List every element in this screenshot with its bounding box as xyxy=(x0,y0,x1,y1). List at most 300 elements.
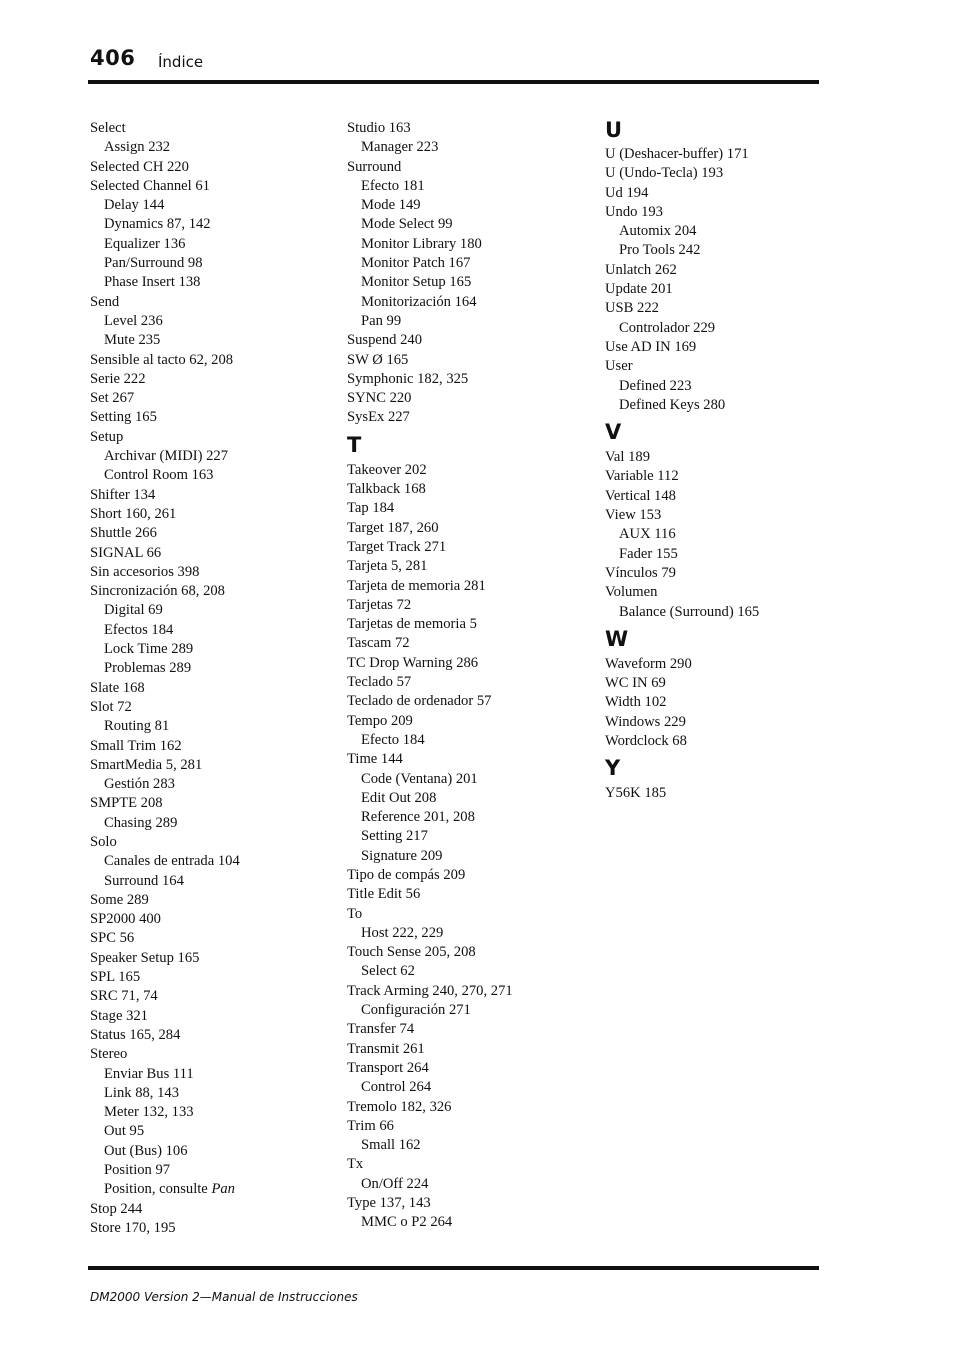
index-entry-text: Enviar Bus 111 xyxy=(104,1065,194,1082)
index-subentry xyxy=(347,138,597,157)
index-letter-heading: U xyxy=(605,118,623,142)
index-subentry xyxy=(90,814,340,833)
index-entry xyxy=(605,693,855,712)
index-entry xyxy=(605,583,855,602)
index-subentry xyxy=(90,312,340,331)
index-entry xyxy=(347,692,597,711)
index-entry-text: SmartMedia 5, 281 xyxy=(90,756,203,773)
index-entry xyxy=(90,389,340,408)
index-subentry xyxy=(90,235,340,254)
index-entry xyxy=(90,505,340,524)
index-entry xyxy=(347,577,597,596)
index-entry-text: Update 201 xyxy=(605,281,673,298)
index-entry xyxy=(347,885,597,904)
index-subentry xyxy=(347,235,597,254)
index-entry-text: Host 222, 229 xyxy=(361,924,444,941)
index-entry-text: Phase Insert 138 xyxy=(104,274,201,291)
index-entry-text: Pan/Surround 98 xyxy=(104,255,203,272)
index-entry-text: U (Undo-Tecla) 193 xyxy=(605,165,724,182)
index-entry xyxy=(605,184,855,203)
index-entry-text: Teclado de ordenador 57 xyxy=(347,693,492,710)
index-entry xyxy=(347,905,597,924)
index-entry-text: Tipo de compás 209 xyxy=(347,866,466,883)
index-entry xyxy=(90,524,340,543)
index-entry-text: MMC o P2 264 xyxy=(361,1214,453,1231)
index-entry-text: User xyxy=(605,358,633,375)
index-subentry xyxy=(90,196,340,215)
index-entry xyxy=(347,1194,597,1213)
index-entry xyxy=(90,1200,340,1219)
index-entry xyxy=(605,280,855,299)
index-entry xyxy=(347,943,597,962)
index-entry-text: Serie 222 xyxy=(90,370,146,387)
index-entry xyxy=(90,910,340,929)
index-entry xyxy=(90,428,340,447)
index-column-2 xyxy=(347,119,597,1233)
index-entry-text: Monitor Setup 165 xyxy=(361,274,472,291)
index-entry-text: Defined Keys 280 xyxy=(619,396,726,413)
index-entry-text: Monitor Patch 167 xyxy=(361,255,471,272)
index-entry xyxy=(90,119,340,138)
index-entry-text: SMPTE 208 xyxy=(90,795,163,812)
index-entry xyxy=(90,794,340,813)
index-subentry xyxy=(90,273,340,292)
index-entry xyxy=(90,408,340,427)
index-entry-text: Time 144 xyxy=(347,751,403,768)
index-subentry xyxy=(347,1001,597,1020)
index-entry xyxy=(605,713,855,732)
index-entry-text: Sensible al tacto 62, 208 xyxy=(90,351,234,368)
index-entry-text: View 153 xyxy=(605,507,662,524)
index-entry-text: Tascam 72 xyxy=(347,635,410,652)
index-entry xyxy=(90,929,340,948)
index-entry-text: Transfer 74 xyxy=(347,1021,415,1038)
index-entry-text: Automix 204 xyxy=(619,223,697,240)
index-entry xyxy=(605,732,855,751)
index-entry-text: Vertical 148 xyxy=(605,487,676,504)
index-entry-text: To xyxy=(347,905,363,922)
index-subentry xyxy=(90,872,340,891)
index-subentry xyxy=(605,603,855,622)
index-entry xyxy=(90,949,340,968)
index-entry-text: Target 187, 260 xyxy=(347,519,439,536)
index-entry-text: Selected CH 220 xyxy=(90,158,189,175)
index-subentry xyxy=(347,273,597,292)
index-subentry xyxy=(90,775,340,794)
index-entry xyxy=(90,370,340,389)
index-entry-text: Mode Select 99 xyxy=(361,216,453,233)
index-entry xyxy=(605,338,855,357)
index-entry-text: Signature 209 xyxy=(361,847,443,864)
index-entry-text: Talkback 168 xyxy=(347,481,426,498)
index-entry-text: Volumen xyxy=(605,584,658,601)
index-entry-text: Tremolo 182, 326 xyxy=(347,1098,452,1115)
index-entry-text: Tarjeta de memoria 281 xyxy=(347,577,486,594)
index-entry-text: Val 189 xyxy=(605,449,650,466)
index-entry xyxy=(605,357,855,376)
index-entry xyxy=(90,1045,340,1064)
index-entry xyxy=(347,982,597,1001)
index-subentry xyxy=(605,241,855,260)
index-entry-text: Y56K 185 xyxy=(605,785,667,802)
index-subentry xyxy=(347,312,597,331)
index-entry-text: Status 165, 284 xyxy=(90,1026,181,1043)
index-entry xyxy=(347,866,597,885)
index-subentry xyxy=(90,621,340,640)
index-entry-text: Mode 149 xyxy=(361,197,421,214)
index-entry xyxy=(347,480,597,499)
index-entry-text: Mute 235 xyxy=(104,332,161,349)
index-entry-text: Undo 193 xyxy=(605,203,663,220)
index-subentry xyxy=(347,808,597,827)
index-entry-text: Tempo 209 xyxy=(347,712,413,729)
index-entry-text: Teclado 57 xyxy=(347,674,412,691)
index-entry-text: Small Trim 162 xyxy=(90,737,182,754)
index-entry-text: Routing 81 xyxy=(104,718,170,735)
index-subentry xyxy=(90,466,340,485)
index-entry xyxy=(90,1026,340,1045)
index-subentry xyxy=(605,545,855,564)
index-entry-text: Delay 144 xyxy=(104,197,165,214)
index-entry xyxy=(605,784,855,803)
index-entry-text: Equalizer 136 xyxy=(104,235,186,252)
index-entry-text: Setup xyxy=(90,428,124,445)
index-entry-text: Tarjeta 5, 281 xyxy=(347,558,428,575)
index-entry-text: Out (Bus) 106 xyxy=(104,1142,188,1159)
index-entry-text: Sin accesorios 398 xyxy=(90,563,200,580)
index-entry-text: Fader 155 xyxy=(619,545,678,562)
index-entry-text: Efectos 184 xyxy=(104,621,174,638)
index-entry xyxy=(347,370,597,389)
index-entry xyxy=(605,655,855,674)
index-subentry xyxy=(347,177,597,196)
index-entry xyxy=(347,673,597,692)
index-entry-text: Select 62 xyxy=(361,963,415,980)
index-subentry xyxy=(90,447,340,466)
index-entry-text: Variable 112 xyxy=(605,468,679,485)
index-entry-text: TC Drop Warning 286 xyxy=(347,654,479,671)
index-entry xyxy=(605,261,855,280)
index-subentry xyxy=(605,222,855,241)
index-subentry xyxy=(347,924,597,943)
index-subentry xyxy=(90,215,340,234)
index-entry xyxy=(347,1098,597,1117)
index-entry xyxy=(90,293,340,312)
index-entry xyxy=(90,582,340,601)
index-entry-text: Takeover 202 xyxy=(347,461,427,478)
index-subentry xyxy=(90,1142,340,1161)
index-entry-text: Stereo xyxy=(90,1046,128,1063)
index-entry-text: Trim 66 xyxy=(347,1117,394,1134)
index-subentry xyxy=(347,847,597,866)
index-entry-text: Vínculos 79 xyxy=(605,564,676,581)
index-entry-text: Set 267 xyxy=(90,390,135,407)
index-entry-text: Suspend 240 xyxy=(347,332,422,349)
page-footer: DM2000 Version 2—Manual de Instrucciones xyxy=(90,1290,358,1304)
index-entry-text: Stop 244 xyxy=(90,1200,143,1217)
index-entry-text: Waveform 290 xyxy=(605,655,692,672)
section-title: Índice xyxy=(158,53,204,71)
index-entry-text: Tarjetas de memoria 5 xyxy=(347,616,477,633)
index-entry xyxy=(347,461,597,480)
index-letter-heading: V xyxy=(605,420,622,445)
index-entry-text: Gestión 283 xyxy=(104,776,175,793)
index-entry-text: Setting 165 xyxy=(90,409,157,426)
index-entry xyxy=(605,164,855,183)
index-entry xyxy=(347,351,597,370)
index-entry xyxy=(90,737,340,756)
index-entry-text: Controlador 229 xyxy=(619,319,716,336)
index-entry-text: Reference 201, 208 xyxy=(361,809,475,826)
index-entry-text: Control Room 163 xyxy=(104,467,214,484)
index-entry xyxy=(605,487,855,506)
index-entry-text: Tarjetas 72 xyxy=(347,596,412,613)
index-entry-text: Problemas 289 xyxy=(104,660,192,677)
index-entry xyxy=(347,750,597,769)
index-entry-text: Track Arming 240, 270, 271 xyxy=(347,982,513,999)
index-entry-text: Defined 223 xyxy=(619,377,692,394)
index-entry xyxy=(90,158,340,177)
header-rule xyxy=(88,80,819,84)
index-entry-text: Meter 132, 133 xyxy=(104,1104,194,1121)
index-entry-text: Edit Out 208 xyxy=(361,789,437,806)
index-entry xyxy=(347,1040,597,1059)
index-entry-text: Control 264 xyxy=(361,1079,432,1096)
index-subentry xyxy=(347,196,597,215)
index-subentry xyxy=(90,331,340,350)
index-subentry xyxy=(347,254,597,273)
index-entry-text: Touch Sense 205, 208 xyxy=(347,944,476,961)
index-entry xyxy=(605,448,855,467)
index-entry-text: Wordclock 68 xyxy=(605,733,687,750)
index-entry-text: Send xyxy=(90,293,120,310)
index-subentry xyxy=(347,770,597,789)
index-subentry xyxy=(90,254,340,273)
index-subentry xyxy=(347,1136,597,1155)
index-entry xyxy=(347,519,597,538)
index-entry-text: Target Track 271 xyxy=(347,538,447,555)
index-entry-text: Select xyxy=(90,120,126,136)
index-entry xyxy=(90,544,340,563)
index-subentry xyxy=(347,827,597,846)
index-subentry xyxy=(90,1103,340,1122)
index-entry-text: Lock Time 289 xyxy=(104,641,194,658)
index-entry-text: Speaker Setup 165 xyxy=(90,949,200,966)
index-entry xyxy=(347,331,597,350)
footer-rule xyxy=(88,1266,819,1270)
index-entry-text: Windows 229 xyxy=(605,713,686,730)
index-entry-text: Digital 69 xyxy=(104,602,163,619)
index-entry xyxy=(90,1007,340,1026)
index-entry xyxy=(347,119,597,138)
index-entry-text: SysEx 227 xyxy=(347,409,410,426)
index-entry-text: WC IN 69 xyxy=(605,675,666,692)
index-subentry xyxy=(347,293,597,312)
index-entry xyxy=(347,615,597,634)
index-subentry xyxy=(347,1175,597,1194)
index-letter-heading: T xyxy=(347,432,362,457)
index-subentry xyxy=(605,525,855,544)
index-entry-text: Configuración 271 xyxy=(361,1002,471,1019)
index-entry xyxy=(605,145,855,164)
index-entry-text: Selected Channel 61 xyxy=(90,177,210,194)
index-entry xyxy=(90,698,340,717)
index-entry xyxy=(347,712,597,731)
index-entry-text: Stage 321 xyxy=(90,1007,148,1024)
index-entry-text: On/Off 224 xyxy=(361,1175,429,1192)
index-entry-text: Sincronización 68, 208 xyxy=(90,583,225,600)
index-entry-text: Surround xyxy=(347,158,402,175)
index-entry-text: Slot 72 xyxy=(90,698,132,715)
index-subentry xyxy=(347,789,597,808)
index-entry-text: SPL 165 xyxy=(90,969,141,986)
index-letter-heading: Y xyxy=(605,756,621,781)
index-entry-text: Unlatch 262 xyxy=(605,261,677,278)
index-entry xyxy=(90,833,340,852)
index-entry-text: Tx xyxy=(347,1156,364,1173)
index-entry xyxy=(90,1219,340,1238)
index-entry-text: SPC 56 xyxy=(90,930,135,947)
index-entry-text: Pan 99 xyxy=(361,312,402,329)
index-entry xyxy=(605,506,855,525)
index-entry-text: Dynamics 87, 142 xyxy=(104,216,211,233)
index-entry-text: Archivar (MIDI) 227 xyxy=(104,448,229,465)
index-entry-text: Link 88, 143 xyxy=(104,1084,179,1101)
index-entry-text: Type 137, 143 xyxy=(347,1195,431,1212)
index-entry-text: Manager 223 xyxy=(361,139,439,156)
index-entry xyxy=(347,538,597,557)
index-subentry xyxy=(347,731,597,750)
index-entry-text: Shuttle 266 xyxy=(90,525,157,542)
index-entry xyxy=(347,634,597,653)
index-entry xyxy=(347,408,597,427)
index-entry-text: Monitorización 164 xyxy=(361,293,477,310)
index-subentry xyxy=(90,138,340,157)
index-entry xyxy=(90,563,340,582)
index-entry xyxy=(90,679,340,698)
index-entry-text: Pro Tools 242 xyxy=(619,242,701,259)
index-entry-text: Efecto 184 xyxy=(361,731,425,748)
index-entry-text: Efecto 181 xyxy=(361,177,425,194)
index-entry-text: AUX 116 xyxy=(619,526,676,543)
index-entry xyxy=(347,1117,597,1136)
index-column-3 xyxy=(605,119,855,804)
index-subentry xyxy=(90,1161,340,1180)
index-entry-text: Some 289 xyxy=(90,891,149,908)
page-number: 406 xyxy=(90,46,136,70)
index-entry-text: Position, consulte xyxy=(104,1181,212,1198)
index-entry xyxy=(347,389,597,408)
index-entry-text: Title Edit 56 xyxy=(347,886,421,903)
index-entry-text: SW Ø 165 xyxy=(347,351,409,368)
index-entry-text: Slate 168 xyxy=(90,679,145,696)
index-entry xyxy=(347,557,597,576)
index-entry-text: Position 97 xyxy=(104,1162,171,1179)
index-entry-text: Symphonic 182, 325 xyxy=(347,370,469,387)
index-entry xyxy=(347,499,597,518)
index-subentry xyxy=(605,319,855,338)
index-entry-text: Small 162 xyxy=(361,1137,421,1154)
index-entry-text: Transmit 261 xyxy=(347,1040,425,1057)
index-entry-text: Transport 264 xyxy=(347,1059,429,1076)
index-entry xyxy=(347,1059,597,1078)
index-entry xyxy=(605,299,855,318)
index-subentry xyxy=(90,852,340,871)
index-entry-text: Use AD IN 169 xyxy=(605,338,697,355)
index-entry xyxy=(347,1155,597,1174)
index-letter-heading: W xyxy=(605,626,629,651)
index-entry xyxy=(347,596,597,615)
page-header xyxy=(90,46,819,76)
index-entry-text: Monitor Library 180 xyxy=(361,235,482,252)
index-entry xyxy=(605,467,855,486)
index-entry-text: Code (Ventana) 201 xyxy=(361,770,478,787)
index-subentry xyxy=(90,1122,340,1141)
index-entry-text: Tap 184 xyxy=(347,500,395,517)
index-subentry xyxy=(347,1213,597,1232)
index-entry-text: Assign 232 xyxy=(104,139,171,156)
index-entry-text: Solo xyxy=(90,833,117,850)
index-subentry xyxy=(347,962,597,981)
index-entry-text: Level 236 xyxy=(104,312,163,329)
index-subentry xyxy=(90,1065,340,1084)
index-subentry xyxy=(90,1084,340,1103)
index-entry xyxy=(90,987,340,1006)
index-entry-text: Out 95 xyxy=(104,1123,145,1140)
index-entry xyxy=(90,968,340,987)
index-entry xyxy=(90,486,340,505)
index-entry-text: Store 170, 195 xyxy=(90,1219,176,1236)
index-entry xyxy=(90,756,340,775)
index-entry-text: SIGNAL 66 xyxy=(90,544,162,561)
index-subentry xyxy=(90,717,340,736)
index-entry xyxy=(605,203,855,222)
index-entry xyxy=(347,654,597,673)
index-cross-reference: Pan xyxy=(211,1181,235,1198)
index-entry xyxy=(90,891,340,910)
index-column-1 xyxy=(90,119,340,1238)
index-entry-text: Ud 194 xyxy=(605,184,649,201)
index-entry-text: SRC 71, 74 xyxy=(90,988,158,1005)
index-subentry xyxy=(90,659,340,678)
index-subentry xyxy=(605,396,855,415)
index-entry xyxy=(90,351,340,370)
index-entry-text: Balance (Surround) 165 xyxy=(619,603,760,620)
index-entry-text: Width 102 xyxy=(605,694,667,711)
index-entry-text: Shifter 134 xyxy=(90,486,156,503)
index-entry-text: Canales de entrada 104 xyxy=(104,853,240,870)
index-entry xyxy=(90,177,340,196)
index-entry-text: Studio 163 xyxy=(347,120,411,136)
index-subentry xyxy=(90,640,340,659)
index-entry-text: USB 222 xyxy=(605,300,659,317)
index-entry-text: Surround 164 xyxy=(104,872,184,889)
index-entry xyxy=(347,158,597,177)
index-subentry xyxy=(90,1180,340,1199)
index-entry-text: SP2000 400 xyxy=(90,911,161,928)
index-entry-text: Setting 217 xyxy=(361,828,428,845)
index-entry-text: Short 160, 261 xyxy=(90,505,177,522)
index-entry xyxy=(347,1020,597,1039)
index-subentry xyxy=(90,601,340,620)
index-subentry xyxy=(347,1078,597,1097)
index-subentry xyxy=(347,215,597,234)
index-entry-text: SYNC 220 xyxy=(347,390,412,407)
index-entry xyxy=(605,674,855,693)
index-subentry xyxy=(605,377,855,396)
index-entry-text: U (Deshacer-buffer) 171 xyxy=(605,146,749,162)
index-entry-text: Chasing 289 xyxy=(104,814,178,831)
